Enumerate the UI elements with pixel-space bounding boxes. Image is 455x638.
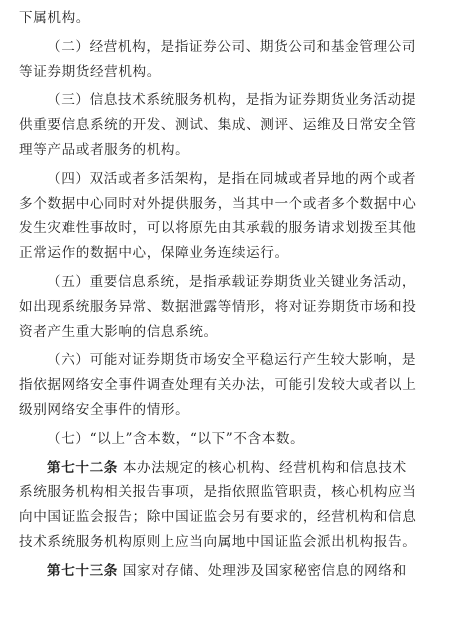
article-number: 第七十三条 — [47, 562, 118, 579]
text-line — [19, 559, 441, 584]
text-line: （四）双活或者多活架构，是指在同城或者异地的两个或者 — [47, 170, 417, 187]
text-line — [19, 456, 441, 481]
text-line: （三）信息技术系统服务机构，是指为证券期货业务活动提 — [47, 92, 417, 109]
text-line: 级别网络安全事件的情形。 — [19, 401, 190, 418]
article-number: 第七十二条 — [47, 459, 118, 476]
article-text: 本办法规定的核心机构、经营机构和信息技术 — [122, 459, 407, 476]
paragraph-continuation — [19, 6, 441, 31]
paragraph-definition-2 — [19, 35, 441, 85]
text-line: （二）经营机构，是指证券公司、期货公司和基金管理公司 — [47, 38, 417, 55]
text-line: 多个数据中心同时对外提供服务，当其中一个或者多个数据中心 — [19, 195, 417, 212]
text-line: 资者产生重大影响的信息系统。 — [19, 323, 218, 340]
text-line: 正常运作的数据中心，保障业务连续运行。 — [19, 245, 289, 262]
text-line: 向中国证监会报告；除中国证监会另有要求的，经营机构和信息 — [19, 509, 417, 526]
paragraph-definition-6 — [19, 348, 441, 422]
text-line: （五）重要信息系统，是指承载证券期货业关键业务活动， — [47, 273, 417, 290]
text-line: 理等产品或者服务的机构。 — [19, 141, 190, 158]
paragraph-definition-5 — [19, 270, 441, 344]
text-line: 技术系统服务机构原则上应当向属地中国证监会派出机构报告。 — [19, 533, 417, 550]
text-line: 指依据网络安全事件调查处理有关办法，可能引发较大或者以上 — [19, 377, 417, 394]
text-line: 发生灾难性事故时，可以将原先由其承载的服务请求划拨至其他 — [19, 220, 417, 237]
text-line: 如出现系统服务异常、数据泄露等情形，将对证券期货市场和投 — [19, 298, 417, 315]
paragraph-definition-3 — [19, 88, 441, 162]
paragraph-article-72 — [19, 456, 441, 555]
article-text: 国家对存储、处理涉及国家秘密信息的网络和 — [122, 562, 407, 579]
text-line: 供重要信息系统的开发、测试、集成、测评、运维及日常安全管 — [19, 117, 417, 134]
text-line: （七）“以上”含本数，“以下”不含本数。 — [47, 430, 305, 447]
text-line: 等证券期货经营机构。 — [19, 63, 161, 80]
text-line: 下属机构。 — [19, 10, 90, 26]
paragraph-definition-7 — [19, 427, 441, 452]
text-line: 系统服务机构相关报告事项，是指依照监管职责，核心机构应当 — [19, 484, 417, 501]
paragraph-article-73 — [19, 559, 441, 584]
text-line: （六）可能对证券期货市场安全平稳运行产生较大影响，是 — [47, 352, 417, 369]
paragraph-definition-4 — [19, 167, 441, 266]
